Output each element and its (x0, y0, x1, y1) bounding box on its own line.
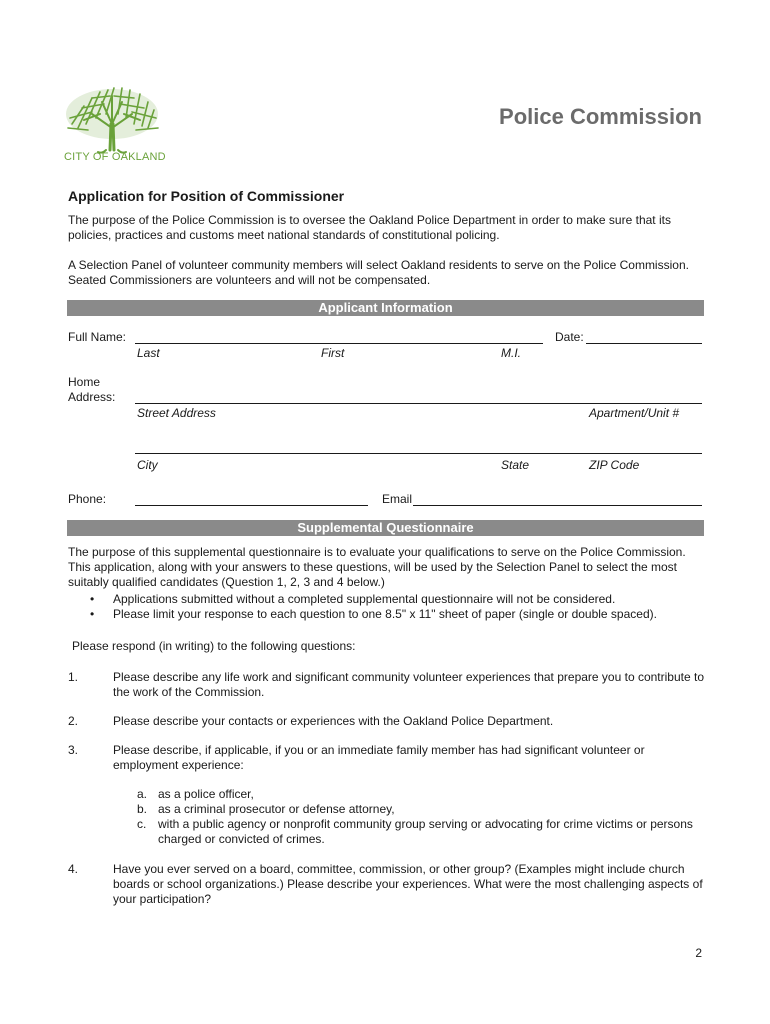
date-field[interactable] (586, 343, 702, 344)
home-label: Home (68, 375, 101, 389)
phone-field[interactable] (135, 505, 368, 506)
street-address-sublabel: Street Address (137, 406, 216, 420)
list-item: • Applications submitted without a completed supplemental questionnaire will not be considered. (90, 592, 616, 606)
page-title: Police Commission (499, 104, 702, 129)
full-name-label: Full Name: (68, 330, 127, 344)
city-sublabel: City (137, 458, 158, 472)
state-sublabel: State (501, 458, 530, 472)
instruction-bullets (90, 592, 710, 622)
phone-label: Phone: (68, 492, 107, 506)
question-2-text: Please describe your contacts or experiences with the Oakland Police Department. (113, 714, 554, 728)
middle-initial-sublabel: M.I. (501, 346, 521, 360)
supplemental-questionnaire-heading: Supplemental Questionnaire (67, 520, 704, 536)
question-4-number: 4. (68, 862, 79, 876)
bullet-icon: • (90, 607, 95, 621)
email-label: Email (382, 492, 413, 506)
question-1-number: 1. (68, 670, 79, 684)
question-3-subitems (137, 787, 697, 847)
list-item: a. as a police officer, (137, 787, 254, 801)
list-item: c. with a public agency or nonprofit community group serving or advocating for crime victims or persons charged or convicted of crimes. (137, 817, 693, 846)
list-item: • Please limit your response to each question to one 8.5" x 11" sheet of paper (single or double spaced). (90, 607, 657, 621)
intro-paragraph-1: The purpose of the Police Commission is to oversee the Oakland Police Department in order to make sure that its policies, practices and customs meet national standards of constitutional policing. (68, 213, 671, 242)
date-label: Date: (555, 330, 584, 344)
page-number: 2 (695, 946, 702, 960)
question-1-text: Please describe any life work and significant community volunteer experiences that prepare you to contribute to the work of the Commission. (113, 670, 704, 699)
bullet-icon: • (90, 592, 95, 606)
zip-code-sublabel: ZIP Code (589, 458, 640, 472)
question-3-number: 3. (68, 743, 79, 757)
city-state-zip-field[interactable] (135, 453, 702, 454)
question-2-number: 2. (68, 714, 79, 728)
respond-prompt: Please respond (in writing) to the following questions: (72, 639, 356, 653)
questionnaire-intro: The purpose of this supplemental questionnaire is to evaluate your qualifications to serve on the Police Commission. This application, along with your answers to these questions, will be used by the Selection Panel to select the most suitably qualified candidates (Question 1, 2, 3 and 4 below.) (68, 545, 686, 589)
apartment-unit-sublabel: Apartment/Unit # (589, 406, 680, 420)
street-address-field[interactable] (135, 403, 702, 404)
question-4-text: Have you ever served on a board, committee, commission, or other group? (Examples might include church boards or school organizations.) Please describe your experiences. What were the most challenging aspects of your participation? (113, 862, 703, 906)
intro-paragraph-2: A Selection Panel of volunteer community members will select Oakland residents to serve on the Police Commission. Seated Commissioners are volunteers and will not be compensated. (68, 258, 689, 287)
list-item: b. as a criminal prosecutor or defense attorney, (137, 802, 395, 816)
first-name-sublabel: First (321, 346, 345, 360)
application-title: Application for Position of Commissioner (68, 188, 345, 204)
city-of-oakland-wordmark: CITY OF OAKLAND (64, 151, 166, 163)
question-3-text: Please describe, if applicable, if you or an immediate family member has had significant volunteer or employment experience: (113, 743, 645, 772)
applicant-information-heading: Applicant Information (67, 300, 704, 316)
last-name-sublabel: Last (137, 346, 160, 360)
full-name-field[interactable] (135, 343, 543, 344)
email-field[interactable] (413, 505, 702, 506)
address-label: Address: (68, 390, 116, 404)
